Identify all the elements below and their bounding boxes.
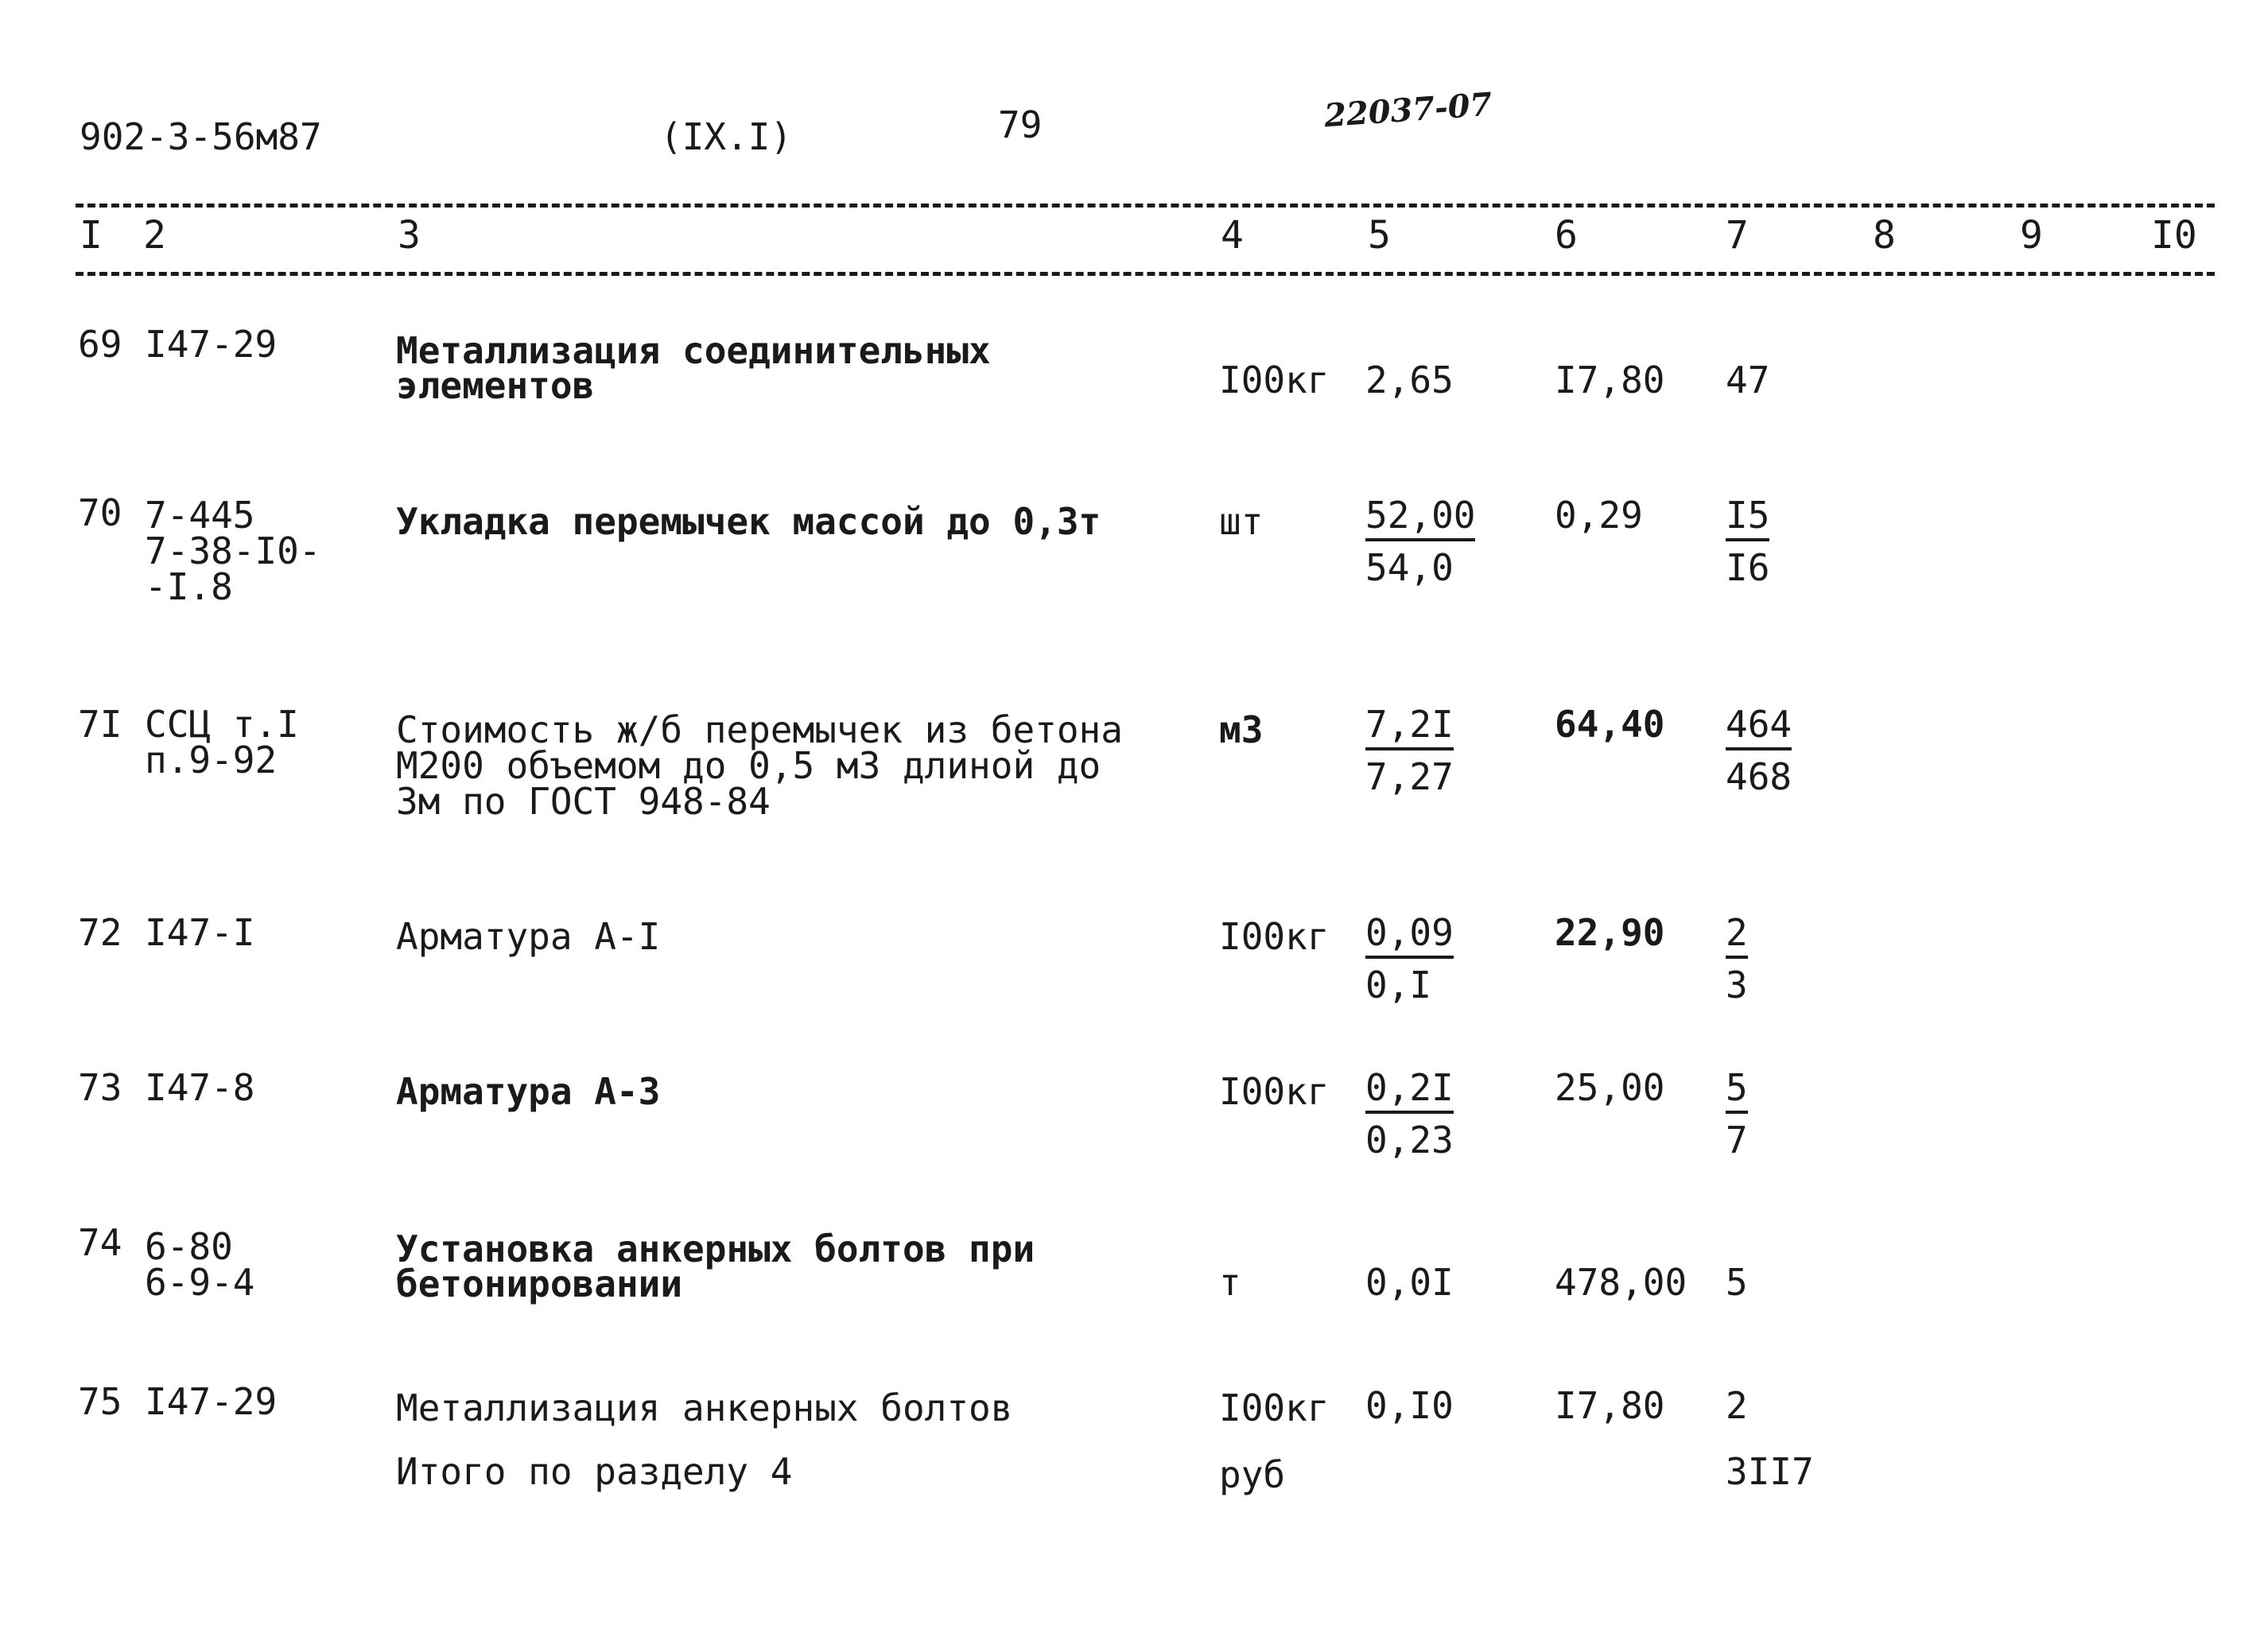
- document-code: 902-3-56м87: [80, 115, 322, 158]
- rate-code: -I.8: [145, 565, 233, 608]
- column-header-1: I: [80, 213, 103, 258]
- column-header-4: 4: [1221, 213, 1244, 258]
- handwritten-stamp: 22037-07: [1322, 85, 1493, 135]
- quantity-adjusted: 54,0: [1365, 546, 1454, 589]
- quantity-adjusted: 7,27: [1365, 755, 1454, 798]
- rate-code: I47-29: [145, 323, 278, 366]
- total-cost-adjusted: 3: [1726, 964, 1748, 1006]
- total-cost: 47: [1726, 359, 1770, 401]
- unit-price: I7,80: [1555, 1384, 1665, 1427]
- total-cost: 5: [1726, 1261, 1748, 1304]
- unit: м3: [1219, 708, 1264, 751]
- unit: I00кг: [1219, 915, 1330, 958]
- row-number: 74: [78, 1221, 122, 1264]
- total-cost: I5: [1726, 497, 1769, 541]
- work-description: Стоимость ж/б перемычек из бетона: [396, 708, 1123, 751]
- rate-code: 7-38-I0-: [145, 529, 321, 572]
- total-cost: 464: [1726, 706, 1792, 750]
- rate-code: ССЦ т.I: [145, 703, 299, 746]
- column-header-9: 9: [2020, 213, 2043, 258]
- cost-fraction: [1726, 703, 1792, 798]
- unit-price: 478,00: [1555, 1261, 1687, 1304]
- unit: I00кг: [1219, 1070, 1330, 1113]
- quantity: 52,00: [1365, 497, 1475, 541]
- rate-code: п.9-92: [145, 739, 278, 781]
- rate-code: 6-9-4: [145, 1261, 255, 1304]
- column-header-8: 8: [1873, 213, 1896, 258]
- header-top-divider: [76, 204, 2215, 207]
- column-header-6: 6: [1555, 213, 1578, 258]
- row-number: 7I: [78, 703, 122, 746]
- column-header-10: I0: [2151, 213, 2197, 258]
- cost-fraction: [1726, 1066, 1748, 1161]
- quantity: 7,2I: [1365, 706, 1454, 750]
- unit-price: 64,40: [1555, 703, 1665, 746]
- quantity: 0,I0: [1365, 1384, 1454, 1427]
- total-cost: 2: [1726, 1384, 1748, 1427]
- header-bottom-divider: [76, 272, 2215, 276]
- quantity: 2,65: [1365, 359, 1454, 401]
- section-number: (IX.I): [660, 115, 793, 158]
- cost-fraction: [1726, 911, 1748, 1006]
- row-number: 70: [78, 491, 122, 534]
- quantity: 0,2I: [1365, 1069, 1454, 1114]
- row-number: 73: [78, 1066, 122, 1109]
- column-header-3: 3: [398, 213, 421, 258]
- total-label: Итого по разделу 4: [396, 1450, 793, 1493]
- work-description: М200 объемом до 0,5 м3 длиной до: [396, 744, 1101, 787]
- unit: I00кг: [1219, 1386, 1330, 1429]
- quantity: 0,0I: [1365, 1261, 1454, 1304]
- work-description: 3м по ГОСТ 948-84: [396, 780, 771, 823]
- row-number: 72: [78, 911, 122, 954]
- total-cost-adjusted: 7: [1726, 1119, 1748, 1161]
- total-cost-adjusted: 468: [1726, 755, 1792, 798]
- quantity-fraction: [1365, 1066, 1454, 1161]
- unit-price: 0,29: [1555, 494, 1643, 537]
- page-number: 79: [998, 103, 1043, 146]
- work-description: Металлизация анкерных болтов: [396, 1386, 1013, 1429]
- rate-code: I47-29: [145, 1380, 278, 1423]
- work-description: Укладка перемычек массой до 0,3т: [396, 500, 1101, 543]
- quantity-fraction: [1365, 494, 1476, 589]
- unit: шт: [1219, 500, 1264, 543]
- total-cost: 2: [1726, 914, 1748, 959]
- row-number: 75: [78, 1380, 122, 1423]
- quantity-fraction: [1365, 911, 1454, 1006]
- quantity-adjusted: 0,I: [1365, 964, 1432, 1006]
- rate-code: 6-80: [145, 1225, 233, 1268]
- unit-price: 25,00: [1555, 1066, 1665, 1109]
- total-cost-adjusted: I6: [1726, 546, 1770, 589]
- work-description: бетонировании: [396, 1262, 683, 1305]
- quantity: 0,09: [1365, 914, 1454, 959]
- total-unit: руб: [1219, 1453, 1286, 1496]
- quantity-adjusted: 0,23: [1365, 1119, 1454, 1161]
- work-description: Металлизация соединительных: [396, 329, 991, 372]
- column-header-5: 5: [1368, 213, 1391, 258]
- total-cost: 5: [1726, 1069, 1748, 1114]
- total-cost: 3II7: [1726, 1450, 1814, 1493]
- rate-code: 7-445: [145, 494, 255, 537]
- column-header-7: 7: [1726, 213, 1749, 258]
- work-description: элементов: [396, 364, 595, 407]
- unit-price: 22,90: [1555, 911, 1665, 954]
- work-description: Установка анкерных болтов при: [396, 1227, 1035, 1270]
- work-description: Арматура А-I: [396, 915, 661, 958]
- cost-fraction: [1726, 494, 1770, 589]
- row-number: 69: [78, 323, 122, 366]
- column-header-2: 2: [143, 213, 166, 258]
- unit-price: I7,80: [1555, 359, 1665, 401]
- work-description: Арматура А-3: [396, 1070, 661, 1113]
- unit: I00кг: [1219, 359, 1330, 401]
- rate-code: I47-I: [145, 911, 255, 954]
- quantity-fraction: [1365, 703, 1454, 798]
- rate-code: I47-8: [145, 1066, 255, 1109]
- unit: т: [1219, 1261, 1241, 1304]
